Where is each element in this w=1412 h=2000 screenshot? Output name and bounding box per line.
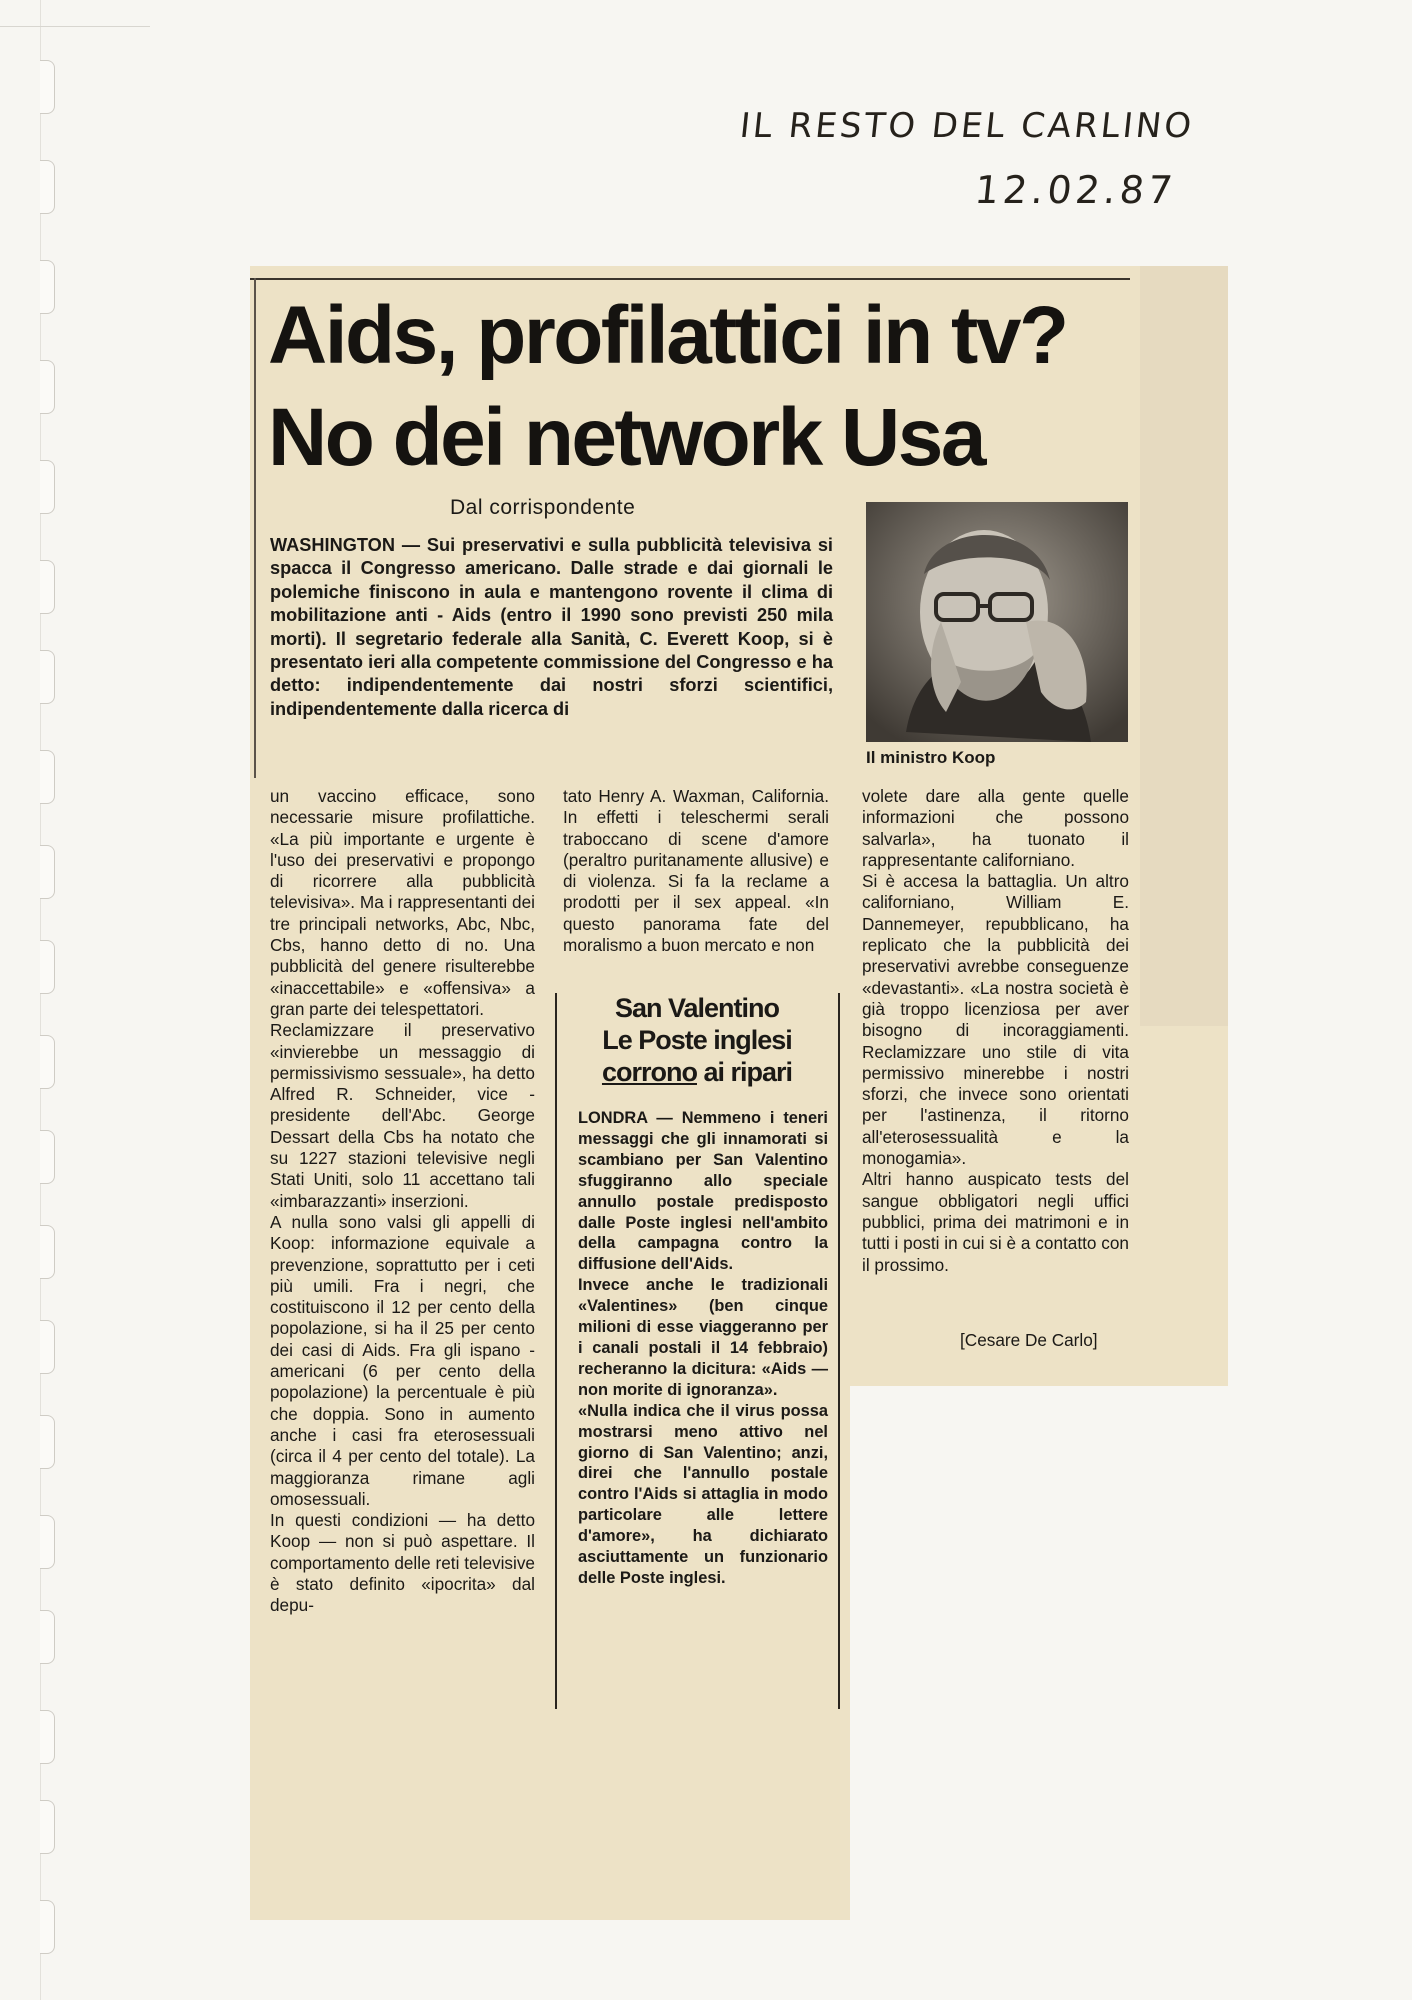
handwritten-date: 12.02.87 (972, 168, 1179, 212)
binder-hole (40, 750, 55, 804)
binder-hole (40, 1225, 55, 1279)
lead-dateline: WASHINGTON — (270, 535, 427, 555)
article-column-3 (862, 786, 1129, 1276)
sidebar-title-line-3b: ai ripari (696, 1057, 793, 1087)
binder-top-line (0, 26, 150, 27)
clipping-top-rule (250, 278, 1130, 280)
binder-hole (40, 1515, 55, 1569)
binder-hole (40, 1800, 55, 1854)
binder-hole (40, 560, 55, 614)
paragraph: un vaccino efficace, sono necessarie misure profilattiche. «La più importante e urgente è l'uso dei preservativi e propongo di ricorrere alla pubblicità televisiva». Ma i rappresentanti dei tre principali networks, Abc, Nbc, Cbs, hanno detto di no. Una pubblicità del genere risulterebbe «inaccettabile» e «offensiva» a gran parte dei telespettatori. (270, 786, 535, 1019)
sidebar-rule-right (838, 993, 840, 1709)
sidebar-title-line-2: Le Poste inglesi (602, 1025, 792, 1055)
lead-paragraph (270, 534, 833, 721)
paragraph: A nulla sono valsi gli appelli di Koop: informazione equivale a prevenzione, soprattutto per i ceti più umili. Fra i negri, che costituiscono il 12 per cento della popolazione, si ha il 25 per cento dei casi di Aids. Fra gli ispano - americani (6 per cento della popolazione) la percentuale è più che doppia. Sono in aumento anche i casi fra eterosessuali (circa il 4 per cento del totale). La maggioranza rimane agli omosessuali. (270, 1211, 535, 1509)
clipping-shade (1140, 266, 1228, 1026)
article-column-1 (270, 786, 535, 1617)
photo-caption: Il ministro Koop (866, 748, 996, 767)
binder-hole (40, 1415, 55, 1469)
paragraph: tato Henry A. Waxman, California. In effetti i teleschermi serali traboccano di scene d'amore (peraltro puritanamente allusive) e di violenza. Si fa la reclame a prodotti per il sex appeal. «In questo panorama fate del moralismo a buon mercato e non (563, 786, 829, 956)
paragraph: Si è accesa la battaglia. Un altro californiano, William E. Dannemeyer, repubblicano, ha replicato che la pubblicità dei preservativi avrebbe conseguenze «devastanti». «La nostra società è già troppo licenziosa per aver bisogno di incoraggiamenti. Reclamizzare uno stile di vita permissivo minerebbe i nostri sforzi, che invece sono orientati per l'astinenza, il ritorno all'eterosessualità e la monogamia». (862, 871, 1129, 1169)
sidebar-paragraph: Invece anche le tradizionali «Valentines» (ben cinque milioni di esse viaggeranno per i canali postali il 14 febbraio) recheranno la dicitura: «Aids — non morite di ignoranza». (578, 1276, 828, 1399)
article-column-2 (563, 786, 829, 956)
sidebar-title-line-3a: corrono (601, 1057, 697, 1087)
sidebar-title-line-1: San Valentino (614, 993, 780, 1023)
portrait-photo (866, 502, 1128, 742)
portrait-illustration (866, 502, 1128, 742)
paragraph: volete dare alla gente quelle informazioni che possono salvarla», ha tuonato il rappresentante californiano. (862, 786, 1129, 870)
lead-text: Sui preservativi e sulla pubblicità televisiva si spacca il Congresso americano. Dalle strade e dai giornali le polemiche finiscono in aula e mantengono rovente il clima di mobilitazione anti - Aids (entro il 1990 sono previsti 250 mila morti). Il segretario federale alla Sanità, C. Everett Koop, si è presentato ieri alla competente commissione del Congresso e ha detto: indipendentemente dai nostri sforzi scientifici, indipendentemente dalla ricerca di (270, 535, 833, 719)
binder-hole (40, 940, 55, 994)
clipping-left-rule (254, 278, 256, 778)
binder-hole (40, 1035, 55, 1089)
sidebar-body (578, 1108, 828, 1589)
handwritten-source: IL RESTO DEL CARLINO (737, 106, 1197, 146)
binder-hole (40, 1900, 55, 1954)
binder-hole (40, 460, 55, 514)
sidebar-paragraph: LONDRA — Nemmeno i teneri messaggi che gli innamorati si scambiano per San Valentino sfuggiranno allo speciale annullo postale predisposto dalle Poste inglesi nell'ambito della campagna contro la diffusione dell'Aids. (578, 1109, 828, 1274)
binder-hole (40, 1320, 55, 1374)
paragraph: Reclamizzare il preservativo «invierebbe un messaggio di permissivismo sessuale», ha detto Alfred R. Schneider, vice - presidente dell'Abc. George Dessart della Cbs ha notato che su 1227 stazioni televisive negli Stati Uniti, solo 11 accettano tali «imbarazzanti» inserzioni. (270, 1020, 535, 1211)
paragraph: In questi condizioni — ha detto Koop — non si può aspettare. Il comportamento delle reti televisive è stato definito «ipocrita» dal depu- (270, 1510, 535, 1616)
headline-line-1: Aids, profilattici in tv? (268, 290, 1067, 381)
sidebar-rule-left (555, 993, 557, 1709)
paragraph: Altri hanno auspicato tests del sangue obbligatori negli uffici pubblici, prima dei matrimoni e in tutti i posti in cui si è a contatto con il prossimo. (862, 1169, 1129, 1275)
binder-hole (40, 1130, 55, 1184)
binder-hole (40, 60, 55, 114)
binder-hole (40, 160, 55, 214)
sidebar-paragraph: «Nulla indica che il virus possa mostrarsi meno attivo nel giorno di San Valentino; anzi, direi che l'annullo postale contro l'Aids si attaglia in modo particolare alle lettere d'amore», ha dichiarato asciuttamente un funzionario delle Poste inglesi. (578, 1401, 828, 1587)
headline-line-2: No dei network Usa (268, 392, 984, 483)
binder-hole (40, 360, 55, 414)
binder-hole (40, 260, 55, 314)
binder-hole (40, 650, 55, 704)
byline: Dal corrispondente (450, 496, 636, 519)
binder-hole (40, 845, 55, 899)
sidebar-title (572, 992, 822, 1088)
binder-hole (40, 1610, 55, 1664)
binder-hole (40, 1710, 55, 1764)
author-signature: [Cesare De Carlo] (960, 1330, 1098, 1350)
